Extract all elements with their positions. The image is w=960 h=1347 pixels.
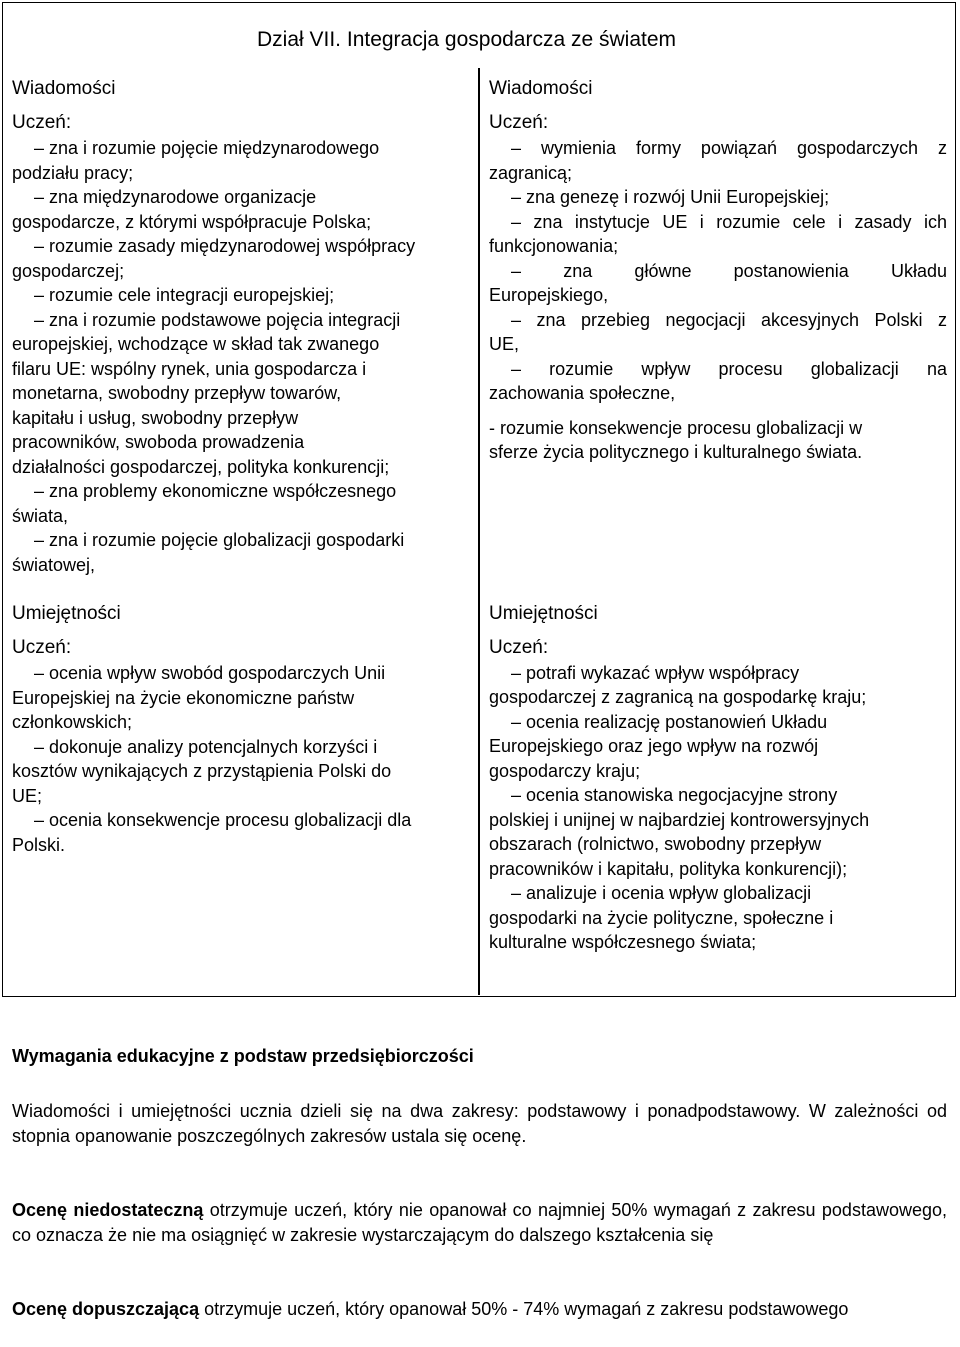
list-item: sferze życia politycznego i kulturalnego świata. bbox=[489, 442, 863, 462]
list-item: – zna i rozumie pojęcie międzynarodowego bbox=[34, 138, 380, 158]
list-item: kosztów wynikających z przystąpienia Polski do bbox=[12, 761, 392, 781]
list-item: – zna przebieg negocjacji akcesyjnych Polski z bbox=[511, 309, 947, 330]
grade-sufficient-text: otrzymuje uczeń, który opanował 50% - 74% wymagań z zakresu podstawowego bbox=[199, 1299, 849, 1319]
list-item: – rozumie wpływ procesu globalizacji na bbox=[511, 358, 947, 379]
list-item: polskiej i unijnej w najbardziej kontrowersyjnych bbox=[489, 809, 870, 830]
left-column bbox=[12, 76, 467, 857]
right-knowledge-student: Uczeń: bbox=[489, 112, 549, 133]
list-item: światowej, bbox=[12, 554, 96, 575]
list-item: – zna genezę i rozwój Unii Europejskiej; bbox=[511, 187, 830, 207]
list-item: gospodarczy kraju; bbox=[489, 760, 641, 781]
right-skills-list bbox=[489, 661, 947, 955]
list-item: – zna międzynarodowe organizacje bbox=[34, 187, 317, 207]
list-item: UE; bbox=[12, 785, 43, 806]
intro-text: Wiadomości i umiejętności ucznia dzieli się na dwa zakresy: podstawowy i ponadpodstawowy. W zależności od stopnia opanowanie poszczególnych zakresów ustala się ocenę. bbox=[12, 1101, 947, 1146]
list-item: funkcjonowania; bbox=[489, 236, 619, 256]
grade-sufficient-label: Ocenę dopuszczającą bbox=[12, 1299, 200, 1319]
right-column bbox=[489, 76, 947, 955]
list-item: – wymienia formy powiązań gospodarczych z bbox=[511, 138, 947, 158]
list-item: podziału pracy; bbox=[12, 162, 134, 183]
grade-sufficient-paragraph bbox=[12, 1297, 947, 1322]
list-item: działalności gospodarczej, polityka konkurencji; bbox=[12, 456, 390, 477]
left-skills-student: Uczeń: bbox=[12, 637, 72, 658]
list-item: Europejskiego, bbox=[489, 285, 609, 305]
left-skills-list bbox=[12, 661, 467, 857]
list-item: zagranicą; bbox=[489, 162, 573, 183]
list-item: pracowników i kapitału, polityka konkurencji); bbox=[489, 858, 848, 879]
list-item: – dokonuje analizy potencjalnych korzyści i bbox=[34, 736, 378, 757]
list-item: członkowskich; bbox=[12, 712, 133, 732]
left-skills-heading: Umiejętności bbox=[12, 603, 121, 624]
left-knowledge-heading: Wiadomości bbox=[12, 78, 116, 99]
list-item: gospodarki na życie polityczne, społeczne i bbox=[489, 907, 834, 928]
right-skills-heading: Umiejętności bbox=[489, 602, 598, 624]
list-item: – zna i rozumie podstawowe pojęcia integracji bbox=[34, 309, 401, 330]
list-item: zachowania społeczne, bbox=[489, 383, 676, 403]
list-item: kapitału i usług, swobodny przepływ bbox=[12, 407, 299, 428]
requirements-heading: Wymagania edukacyjne z podstaw przedsiębiorczości bbox=[12, 1046, 474, 1066]
list-item: UE, bbox=[489, 334, 520, 354]
left-knowledge-list bbox=[12, 136, 467, 577]
list-item: – analizuje i ocenia wpływ globalizacji bbox=[511, 883, 812, 903]
list-item: – zna i rozumie pojęcie globalizacji gospodarki bbox=[34, 530, 405, 550]
list-item: gospodarcze, z którymi współpracuje Polska; bbox=[12, 211, 372, 232]
right-knowledge-extra bbox=[489, 416, 947, 465]
list-item: Europejskiego oraz jego wpływ na rozwój bbox=[489, 736, 819, 756]
right-knowledge-list bbox=[489, 136, 947, 406]
list-item: – zna instytucje UE i rozumie cele i zasady ich bbox=[511, 211, 947, 232]
list-item: monetarna, swobodny przepływ towarów, bbox=[12, 383, 342, 403]
list-item: obszarach (rolnictwo, swobodny przepływ bbox=[489, 834, 822, 854]
list-item: kulturalne współczesnego świata; bbox=[489, 932, 757, 952]
list-item: – ocenia wpływ swobód gospodarczych Unii bbox=[34, 663, 386, 683]
right-knowledge-heading: Wiadomości bbox=[489, 78, 593, 99]
grade-insufficient-text: otrzymuje uczeń, który nie opanował co najmniej 50% wymagań z zakresu podstawowego, co oznacza że nie ma osiągnięć w zakresie wystarczającym do dalszego kształcenia się bbox=[12, 1200, 947, 1245]
grade-insufficient-paragraph bbox=[12, 1198, 947, 1248]
list-item: Polski. bbox=[12, 834, 66, 855]
list-item: pracowników, swoboda prowadzenia bbox=[12, 432, 305, 452]
list-item: europejskiej, wchodzące w skład tak zwanego bbox=[12, 334, 380, 354]
list-item: – zna główne postanowienia Układu bbox=[511, 260, 947, 281]
list-item: gospodarczej; bbox=[12, 260, 125, 281]
list-item: – rozumie cele integracji europejskiej; bbox=[34, 285, 335, 305]
right-skills-student: Uczeń: bbox=[489, 636, 549, 658]
list-item: - rozumie konsekwencje procesu globalizacji w bbox=[489, 417, 863, 438]
section-title: Dział VII. Integracja gospodarcza ze światem bbox=[257, 28, 677, 51]
left-knowledge-student: Uczeń: bbox=[12, 112, 72, 133]
list-item: – ocenia stanowiska negocjacyjne strony bbox=[511, 785, 838, 805]
list-item: Europejskiej na życie ekonomiczne państw bbox=[12, 687, 355, 708]
list-item: – ocenia realizację postanowień Układu bbox=[511, 711, 828, 732]
list-item: – ocenia konsekwencje procesu globalizacji dla bbox=[34, 810, 412, 830]
intro-paragraph bbox=[12, 1099, 947, 1149]
bottom-heading bbox=[12, 1044, 947, 1069]
list-item: – potrafi wykazać wpływ współpracy bbox=[511, 662, 800, 683]
grade-insufficient-label: Ocenę niedostateczną bbox=[12, 1200, 204, 1220]
column-divider bbox=[478, 68, 480, 995]
list-item: – zna problemy ekonomiczne współczesnego bbox=[34, 481, 397, 501]
list-item: – rozumie zasady międzynarodowej współpracy bbox=[34, 236, 416, 256]
list-item: filaru UE: wspólny rynek, unia gospodarcza i bbox=[12, 358, 367, 379]
list-item: świata, bbox=[12, 505, 69, 526]
list-item: gospodarczej z zagranicą na gospodarkę kraju; bbox=[489, 687, 867, 707]
